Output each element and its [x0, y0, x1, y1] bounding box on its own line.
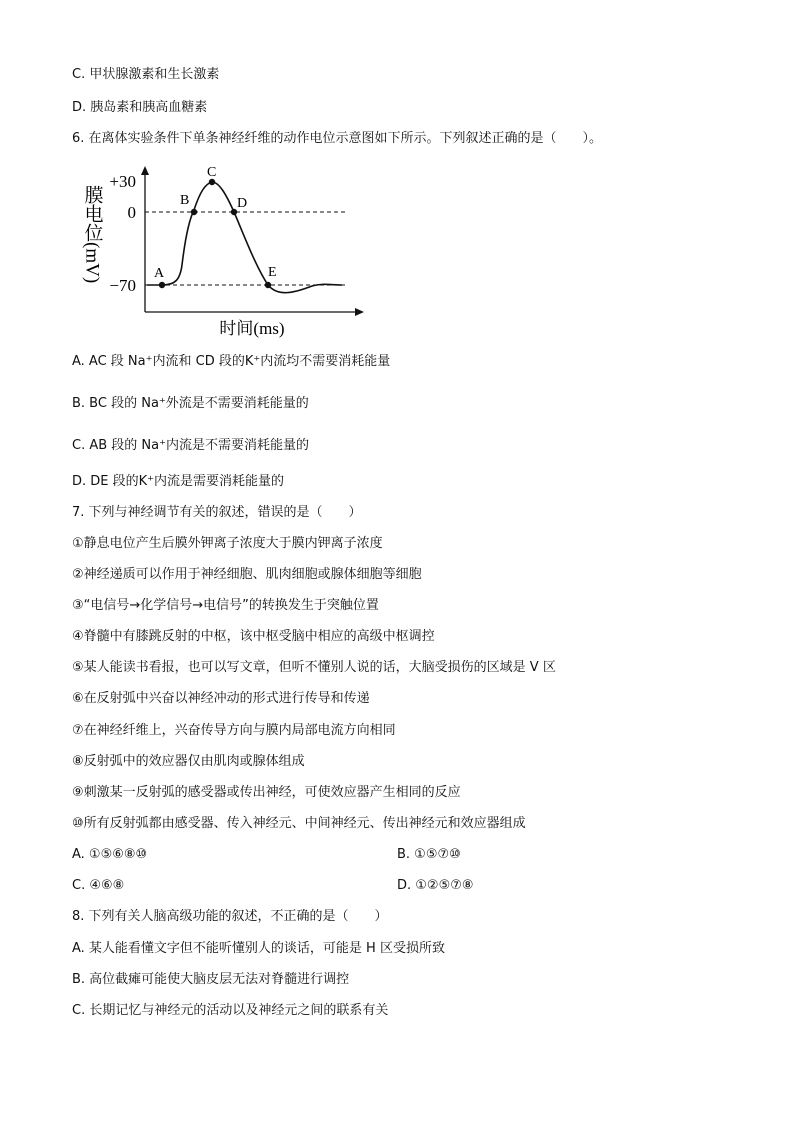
option-b: B. BC 段的 Na⁺外流是不需要消耗能量的 — [72, 396, 309, 411]
statement-4: ④脊髓中有膝跳反射的中枢，该中枢受脑中相应的高级中枢调控 — [72, 629, 435, 644]
statement-1: ①静息电位产生后膜外钾离子浓度大于膜内钾离子浓度 — [72, 536, 383, 551]
point-label-b: B — [180, 193, 190, 208]
statement-2: ②神经递质可以作用于神经细胞、肌肉细胞或腺体细胞等细胞 — [72, 567, 422, 582]
option-c: C. AB 段的 Na⁺内流是不需要消耗能量的 — [72, 438, 309, 453]
action-potential-figure — [72, 160, 372, 340]
y-tick-label: −70 — [109, 276, 136, 295]
statement-3: ③“电信号→化学信号→电信号”的转换发生于突触位置 — [72, 598, 379, 613]
option-a: A. 某人能看懂文字但不能听懂别人的谈话，可能是 H 区受损所致 — [72, 941, 445, 956]
point-label-d: D — [237, 196, 248, 211]
option-d: D. ①②⑤⑦⑧ — [397, 878, 474, 893]
question-8: 8. 下列有关人脑高级功能的叙述，不正确的是（ ） — [72, 909, 388, 924]
option-d: D. DE 段的K⁺内流是需要消耗能量的 — [72, 474, 285, 489]
option-c: C. 长期记忆与神经元的活动以及神经元之间的联系有关 — [72, 1003, 389, 1018]
point-label-a: A — [154, 266, 165, 281]
y-tick-label: +30 — [109, 172, 136, 191]
option-a: A. AC 段 Na⁺内流和 CD 段的K⁺内流均不需要消耗能量 — [72, 354, 391, 369]
statement-8: ⑧反射弧中的效应器仅由肌肉或腺体组成 — [72, 754, 305, 769]
statement-10: ⑩所有反射弧都由感受器、传入神经元、中间神经元、传出神经元和效应器组成 — [72, 816, 526, 831]
question-7: 7. 下列与神经调节有关的叙述，错误的是（ ） — [72, 505, 362, 520]
x-axis-arrow — [355, 308, 364, 316]
y-axis-label: 膜电位(mV) — [81, 185, 103, 284]
option-line: C. 甲状腺激素和生长激素 — [72, 67, 220, 82]
point-a — [159, 282, 165, 288]
option-b: B. ①⑤⑦⑩ — [397, 847, 461, 862]
statement-5: ⑤某人能读书看报，也可以写文章，但听不懂别人说的话，大脑受损伤的区域是 V 区 — [72, 660, 556, 675]
option-a: A. ①⑤⑥⑧⑩ — [72, 847, 148, 862]
point-b — [191, 209, 197, 215]
option-b: B. 高位截瘫可能使大脑皮层无法对脊髓进行调控 — [72, 972, 350, 987]
point-label-c: C — [207, 165, 217, 180]
statement-6: ⑥在反射弧中兴奋以神经冲动的形式进行传导和传递 — [72, 691, 370, 706]
statement-7: ⑦在神经纤维上，兴奋传导方向与膜内局部电流方向相同 — [72, 723, 396, 738]
question-6: 6. 在离体实验条件下单条神经纤维的动作电位示意图如下所示。下列叙述正确的是（ ）。 — [72, 131, 603, 146]
x-axis-label: 时间(ms) — [219, 319, 285, 338]
y-tick-label: 0 — [127, 203, 136, 222]
point-label-e: E — [268, 265, 277, 280]
option-c: C. ④⑥⑧ — [72, 878, 125, 893]
statement-9: ⑨刺激某一反射弧的感受器或传出神经，可使效应器产生相同的反应 — [72, 785, 461, 800]
y-axis-arrow — [141, 166, 149, 175]
point-e — [265, 282, 271, 288]
option-line: D. 胰岛素和胰高血糖素 — [72, 100, 208, 115]
